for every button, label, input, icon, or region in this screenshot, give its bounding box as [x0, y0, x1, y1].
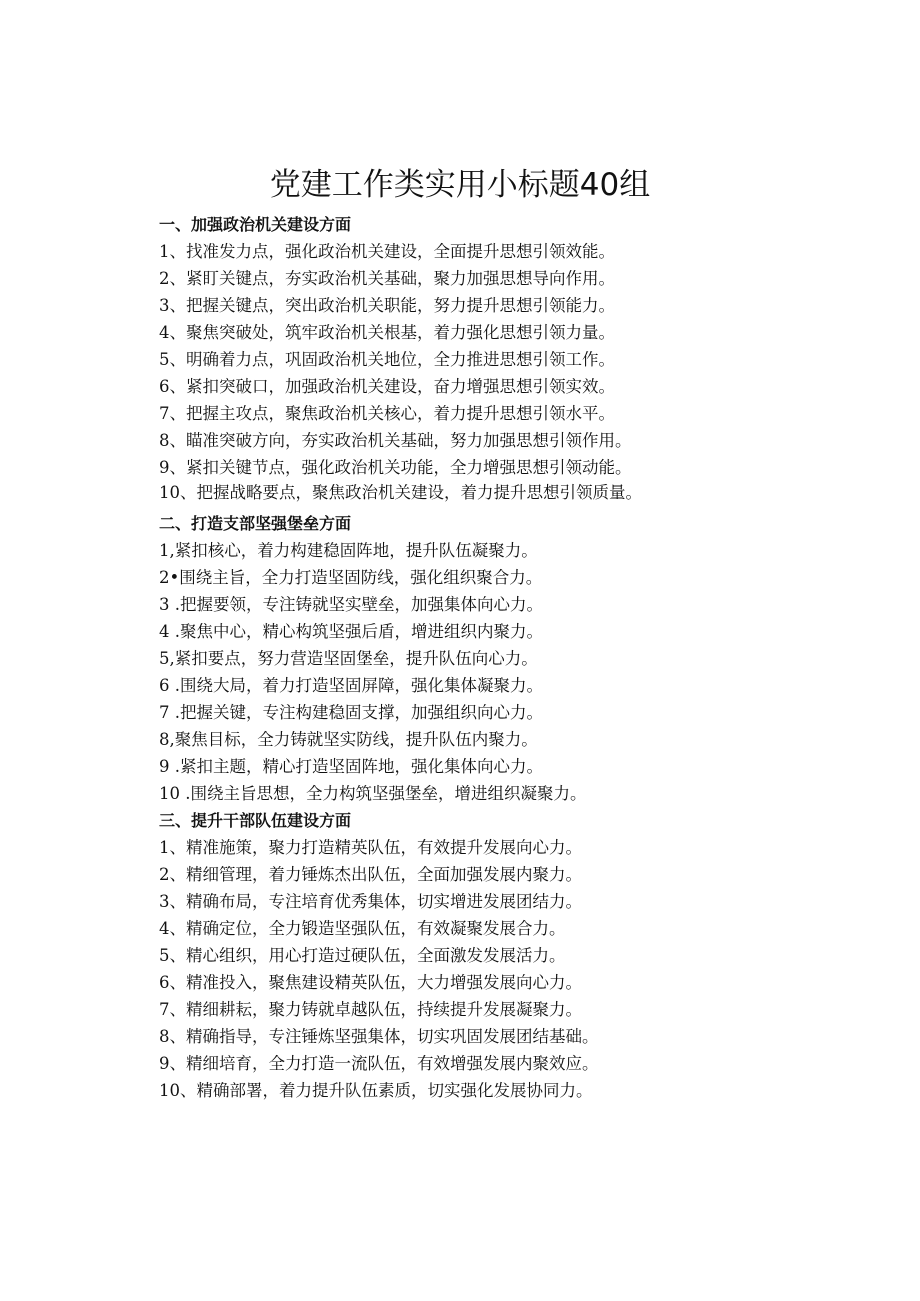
- list-item: 7 .把握关键，专注构建稳固支撑，加强组织向心力。: [159, 703, 543, 722]
- list-item: 2•围绕主旨，全力打造坚固防线，强化组织聚合力。: [159, 568, 543, 587]
- list-item: 8,聚焦目标，全力铸就坚实防线，提升队伍内聚力。: [159, 730, 538, 749]
- list-item: 2、精细管理，着力锤炼杰出队伍，全面加强发展内聚力。: [159, 865, 582, 884]
- list-item: 9 .紧扣主题，精心打造坚固阵地，强化集体向心力。: [159, 757, 543, 776]
- list-item: 4 .聚焦中心，精心构筑坚强后盾，增进组织内聚力。: [159, 622, 543, 641]
- list-item: 4、精确定位，全力锻造坚强队伍，有效凝聚发展合力。: [159, 919, 566, 938]
- list-item: 10、把握战略要点，聚焦政治机关建设，着力提升思想引领质量。: [159, 483, 642, 502]
- list-item: 7、把握主攻点，聚焦政治机关核心，着力提升思想引领水平。: [159, 404, 615, 423]
- list-item: 9、紧扣关键节点，强化政治机关功能，全力增强思想引领动能。: [159, 458, 632, 477]
- list-item: 1,紧扣核心，着力构建稳固阵地，提升队伍凝聚力。: [159, 541, 538, 560]
- list-item: 9、精细培育，全力打造一流队伍，有效增强发展内聚效应。: [159, 1054, 599, 1073]
- list-item: 2、紧盯关键点，夯实政治机关基础，聚力加强思想导向作用。: [159, 269, 615, 288]
- list-item: 7、精细耕耘，聚力铸就卓越队伍，持续提升发展凝聚力。: [159, 1000, 582, 1019]
- list-item: 5、明确着力点，巩固政治机关地位，全力推进思想引领工作。: [159, 350, 615, 369]
- list-item: 3、精确布局，专注培育优秀集体，切实增进发展团结力。: [159, 892, 582, 911]
- list-item: 10 .围绕主旨思想，全力构筑坚强堡垒，增进组织凝聚力。: [159, 784, 587, 803]
- list-item: 1、找准发力点，强化政治机关建设，全面提升思想引领效能。: [159, 242, 615, 261]
- list-item: 5、精心组织，用心打造过硬队伍，全面激发发展活力。: [159, 946, 566, 965]
- list-item: 10、精确部署，着力提升队伍素质，切实强化发展协同力。: [159, 1081, 593, 1100]
- page-title: 党建工作类实用小标题40组: [269, 167, 651, 203]
- document-body: [159, 211, 719, 1104]
- list-item: 5,紧扣要点，努力营造坚固堡垒，提升队伍向心力。: [159, 649, 538, 668]
- list-item: 8、瞄准突破方向，夯实政治机关基础，努力加强思想引领作用。: [159, 431, 632, 450]
- list-item: 8、精确指导，专注锤炼坚强集体，切实巩固发展团结基础。: [159, 1027, 599, 1046]
- section-heading: 一、加强政治机关建设方面: [159, 215, 352, 234]
- list-item: 3 .把握要领，专注铸就坚实壁垒，加强集体向心力。: [159, 595, 543, 614]
- list-item: 4、聚焦突破处，筑牢政治机关根基，着力强化思想引领力量。: [159, 323, 615, 342]
- list-item: 6、紧扣突破口，加强政治机关建设，奋力增强思想引领实效。: [159, 377, 615, 396]
- list-item: 3、把握关键点，突出政治机关职能，努力提升思想引领能力。: [159, 296, 615, 315]
- section-heading: 二、打造支部坚强堡垒方面: [159, 514, 352, 533]
- list-item: 6 .围绕大局，着力打造坚固屏障，强化集体凝聚力。: [159, 676, 543, 695]
- list-item: 6、精准投入，聚焦建设精英队伍，大力增强发展向心力。: [159, 973, 582, 992]
- section-heading: 三、提升干部队伍建设方面: [159, 811, 352, 830]
- list-item: 1、精准施策，聚力打造精英队伍，有效提升发展向心力。: [159, 838, 582, 857]
